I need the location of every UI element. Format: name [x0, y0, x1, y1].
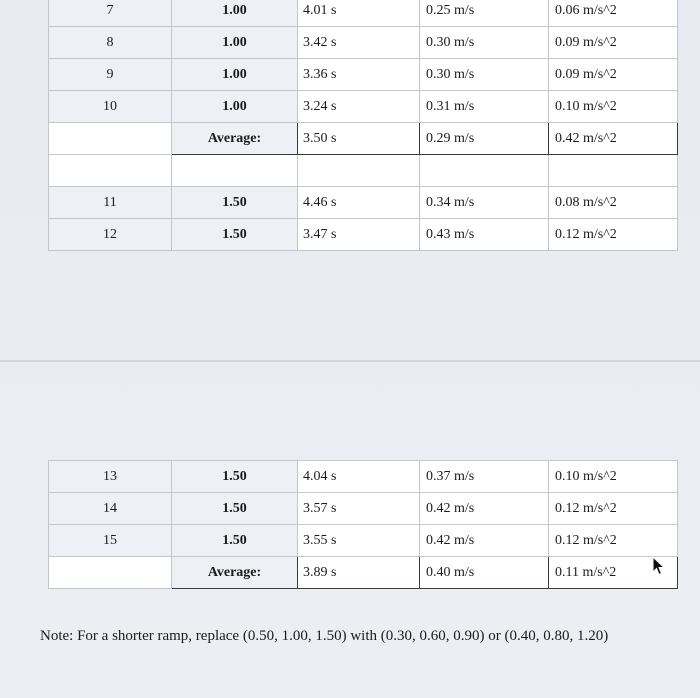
height-cell: 1.00	[172, 0, 298, 27]
table-row	[49, 91, 678, 123]
trial-cell: 12	[49, 219, 172, 251]
velocity-cell: 0.42 m/s	[420, 525, 549, 557]
table-row	[49, 59, 678, 91]
velocity-cell: 0.30 m/s	[420, 59, 549, 91]
table-row	[49, 493, 678, 525]
time-cell: 3.24 s	[298, 91, 420, 123]
time-cell: 4.04 s	[298, 461, 420, 493]
velocity-cell: 0.25 m/s	[420, 0, 549, 27]
table-row	[49, 27, 678, 59]
acceleration-cell: 0.08 m/s^2	[549, 187, 678, 219]
trial-cell: 8	[49, 27, 172, 59]
trial-cell: 14	[49, 493, 172, 525]
average-acceleration-cell: 0.11 m/s^2	[549, 557, 678, 589]
results-table-bottom	[48, 460, 678, 589]
height-cell: 1.00	[172, 27, 298, 59]
velocity-cell: 0.34 m/s	[420, 187, 549, 219]
table-row	[49, 219, 678, 251]
results-table-middle	[48, 186, 678, 251]
time-cell: 3.57 s	[298, 493, 420, 525]
time-cell: 3.42 s	[298, 27, 420, 59]
blank-row	[49, 155, 678, 187]
velocity-cell: 0.37 m/s	[420, 461, 549, 493]
empty-cell	[49, 123, 172, 155]
trial-cell: 13	[49, 461, 172, 493]
average-label: Average:	[172, 123, 298, 155]
mouse-pointer-icon	[652, 556, 666, 576]
acceleration-cell: 0.12 m/s^2	[549, 219, 678, 251]
velocity-cell: 0.31 m/s	[420, 91, 549, 123]
acceleration-cell: 0.10 m/s^2	[549, 91, 678, 123]
table-row	[49, 525, 678, 557]
velocity-cell: 0.42 m/s	[420, 493, 549, 525]
acceleration-cell: 0.12 m/s^2	[549, 525, 678, 557]
acceleration-cell: 0.09 m/s^2	[549, 27, 678, 59]
ramp-note: Note: For a shorter ramp, replace (0.50, 1.00, 1.50) with (0.30, 0.60, 0.90) or (0.40, 0.80, 1.20)	[40, 628, 609, 644]
height-cell: 1.50	[172, 187, 298, 219]
table-row	[49, 187, 678, 219]
height-cell: 1.50	[172, 525, 298, 557]
results-table-top	[48, 0, 678, 187]
empty-cell	[49, 155, 172, 187]
empty-cell	[172, 155, 298, 187]
average-acceleration-cell: 0.42 m/s^2	[549, 123, 678, 155]
empty-cell	[298, 155, 420, 187]
height-cell: 1.50	[172, 219, 298, 251]
height-cell: 1.00	[172, 59, 298, 91]
table-row	[49, 0, 678, 27]
average-label: Average:	[172, 557, 298, 589]
velocity-cell: 0.43 m/s	[420, 219, 549, 251]
acceleration-cell: 0.12 m/s^2	[549, 493, 678, 525]
table-row	[49, 461, 678, 493]
velocity-cell: 0.30 m/s	[420, 27, 549, 59]
trial-cell: 7	[49, 0, 172, 27]
average-velocity-cell: 0.40 m/s	[420, 557, 549, 589]
empty-cell	[549, 155, 678, 187]
average-velocity-cell: 0.29 m/s	[420, 123, 549, 155]
average-time-cell: 3.89 s	[298, 557, 420, 589]
trial-cell: 11	[49, 187, 172, 219]
acceleration-cell: 0.10 m/s^2	[549, 461, 678, 493]
average-row	[49, 123, 678, 155]
average-row	[49, 557, 678, 589]
time-cell: 3.55 s	[298, 525, 420, 557]
height-cell: 1.50	[172, 493, 298, 525]
page-divider	[0, 360, 700, 362]
trial-cell: 9	[49, 59, 172, 91]
height-cell: 1.00	[172, 91, 298, 123]
trial-cell: 15	[49, 525, 172, 557]
empty-cell	[49, 557, 172, 589]
acceleration-cell: 0.06 m/s^2	[549, 0, 678, 27]
time-cell: 3.36 s	[298, 59, 420, 91]
empty-cell	[420, 155, 549, 187]
time-cell: 3.47 s	[298, 219, 420, 251]
time-cell: 4.01 s	[298, 0, 420, 27]
acceleration-cell: 0.09 m/s^2	[549, 59, 678, 91]
height-cell: 1.50	[172, 461, 298, 493]
trial-cell: 10	[49, 91, 172, 123]
time-cell: 4.46 s	[298, 187, 420, 219]
average-time-cell: 3.50 s	[298, 123, 420, 155]
